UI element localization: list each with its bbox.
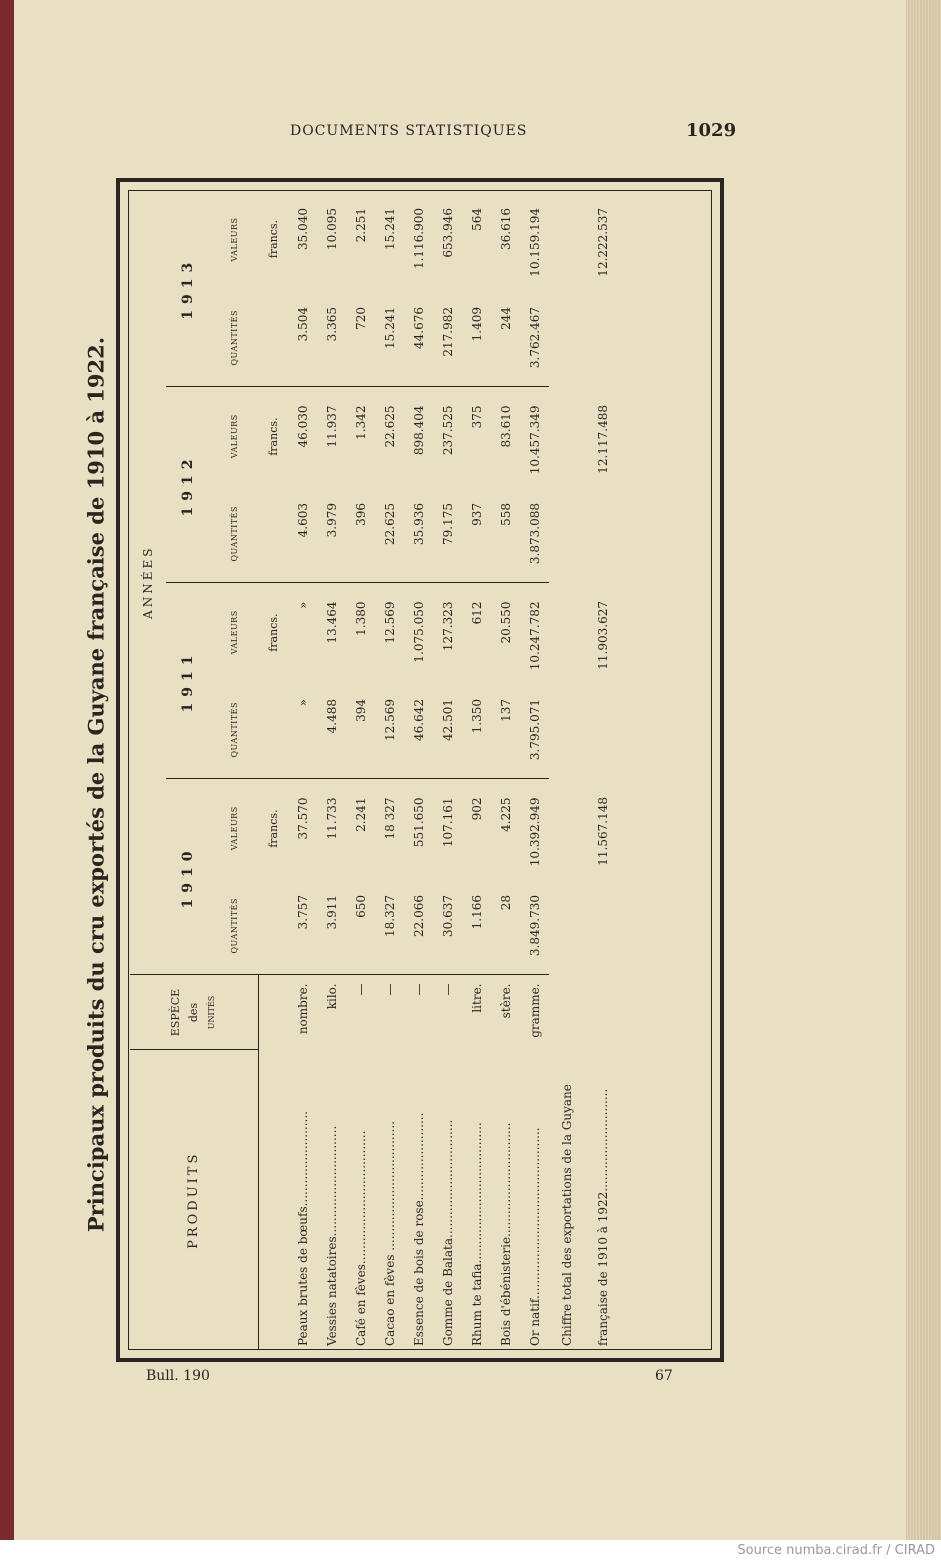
sub-quantites-1912: QUANTITÉS — [229, 506, 239, 562]
table-row — [520, 190, 549, 1350]
value-1912: 83.610 — [491, 387, 520, 485]
sub-quantites-1913: QUANTITÉS — [229, 310, 239, 366]
quantity-1911: 42.501 — [440, 699, 455, 741]
total-row-2 — [585, 190, 621, 1350]
product-unit: stère. — [491, 975, 520, 1050]
quantity-1912: 4.603 — [295, 503, 310, 538]
sub-valeurs-1911: VALEURS — [210, 583, 258, 681]
value-1911: 1.380 — [346, 583, 375, 681]
export-table — [130, 190, 621, 1350]
value-1913: 653.946 — [440, 207, 455, 258]
quantity-1912: 396 — [353, 503, 368, 526]
product-name: Gomme de Balata............................... — [440, 1119, 455, 1346]
year-1913: 1913 — [180, 256, 196, 320]
year-1910: 1910 — [166, 779, 210, 975]
product-name: Cacao en fèves .................................. — [382, 1121, 397, 1346]
total-1913: 12.222.537 — [596, 207, 610, 277]
quantity-1910: 3.757 — [295, 895, 310, 930]
product-unit: nombre. — [288, 975, 317, 1050]
product-unit: gramme. — [520, 975, 549, 1050]
table-row — [433, 190, 462, 1350]
quantity-1913: 44.676 — [411, 307, 426, 349]
product-name: Bois d'ébénisterie.............................. — [498, 1122, 513, 1346]
quantity-1912: 35.936 — [411, 503, 426, 545]
quantity-1910: 30.637 — [440, 895, 455, 937]
value-1912: 237.525 — [433, 387, 462, 485]
value-1913: 564 — [469, 207, 484, 231]
value-1911: 1.075.050 — [404, 583, 433, 681]
total-row-1 — [549, 190, 585, 1350]
quantity-1912: 3.873.088 — [527, 503, 542, 565]
header-espece — [130, 975, 258, 1050]
table-row — [375, 190, 404, 1350]
value-1910: 107.161 — [433, 779, 462, 877]
quantity-1911: 4.488 — [324, 699, 339, 734]
quantity-1913: 3.365 — [324, 307, 339, 342]
product-name: Essence de bois de rose....................... — [411, 1112, 426, 1346]
sub-quantites-1911: QUANTITÉS — [229, 702, 239, 758]
value-1912: 11.937 — [317, 387, 346, 485]
quantity-1913: 15.241 — [382, 307, 397, 349]
header-produits: PRODUITS — [130, 1050, 258, 1350]
header-unites-label: UNITÉS — [206, 995, 216, 1030]
francs-1913: francs. — [266, 219, 280, 259]
quantity-1911: » — [295, 699, 310, 707]
value-1912: 22.625 — [375, 387, 404, 485]
quantity-1911: 3.795.071 — [527, 699, 542, 761]
value-1912: 1.342 — [346, 387, 375, 485]
quantity-1911: 1.350 — [469, 699, 484, 734]
francs-1910: francs. — [258, 779, 288, 877]
product-name: Vessies natatoires............................. — [324, 1125, 339, 1346]
sub-valeurs-1910: VALEURS — [210, 779, 258, 877]
sub-valeurs-1913: VALEURS — [229, 217, 239, 262]
product-unit: litre. — [462, 975, 491, 1050]
value-1912: 10.457.349 — [520, 387, 549, 485]
value-1910: 902 — [462, 779, 491, 877]
product-unit: — — [346, 975, 375, 1050]
table-row — [462, 190, 491, 1350]
value-1913: 1.116.900 — [411, 207, 426, 270]
quantity-1911: 137 — [498, 699, 513, 722]
value-1911: » — [288, 583, 317, 681]
book-binding — [0, 0, 14, 1540]
quantity-1910: 650 — [353, 895, 368, 918]
quantity-1910: 28 — [498, 895, 513, 911]
page-number: 1029 — [686, 120, 737, 141]
quantity-1913: 3.762.467 — [527, 307, 542, 369]
value-1912: 898.404 — [404, 387, 433, 485]
footer-bulletin: Bull. 190 — [146, 1368, 210, 1384]
value-1910: 37.570 — [288, 779, 317, 877]
quantity-1912: 558 — [498, 503, 513, 526]
value-1910: 18 327 — [375, 779, 404, 877]
sub-valeurs-1912: VALEURS — [210, 387, 258, 485]
value-1911: 12.569 — [375, 583, 404, 681]
quantity-1910: 22.066 — [411, 895, 426, 937]
product-unit: — — [404, 975, 433, 1050]
header-annees: ANNÉES — [141, 545, 155, 619]
francs-1912: francs. — [258, 387, 288, 485]
total-label-1: Chiffre total des exportations de la Guyane — [560, 1084, 574, 1346]
total-1912: 12.117.488 — [596, 405, 610, 474]
product-name: Rhum te tafia..................................... — [469, 1122, 484, 1346]
value-1913: 15.241 — [382, 207, 397, 250]
quantity-1910: 18.327 — [382, 895, 397, 937]
total-label-2: française de 1910 à 1922........................... — [596, 1088, 610, 1346]
product-name: Café en fèves................................... — [353, 1130, 368, 1346]
source-credit: Source numba.cirad.fr / CIRAD — [737, 1543, 935, 1558]
table-row — [346, 190, 375, 1350]
value-1912: 375 — [462, 387, 491, 485]
value-1910: 2.241 — [346, 779, 375, 877]
total-1910: 11.567.148 — [596, 797, 610, 866]
value-1910: 4.225 — [491, 779, 520, 877]
quantity-1910: 3.849.730 — [527, 895, 542, 957]
table-row — [317, 190, 346, 1350]
header-des-label: des — [186, 1002, 200, 1023]
table-row — [404, 190, 433, 1350]
product-unit: — — [375, 975, 404, 1050]
page-edges — [906, 0, 941, 1540]
quantity-1912: 79.175 — [440, 503, 455, 545]
value-1913: 36.616 — [498, 207, 513, 250]
value-1910: 11.733 — [317, 779, 346, 877]
quantity-1913: 1.409 — [469, 307, 484, 342]
product-unit: — — [433, 975, 462, 1050]
value-1911: 127.323 — [433, 583, 462, 681]
francs-1911: francs. — [258, 583, 288, 681]
sub-quantites-1910: QUANTITÉS — [229, 898, 239, 954]
table-title: Principaux produits du cru exportés de la Guyane française de 1910 à 1922. — [83, 336, 109, 1233]
total-1911: 11.903.627 — [596, 601, 610, 670]
quantity-1913: 720 — [353, 307, 368, 330]
value-1911: 20.550 — [491, 583, 520, 681]
value-1911: 10.247.782 — [520, 583, 549, 681]
table-row — [288, 190, 317, 1350]
table-row — [491, 190, 520, 1350]
value-1913: 10.095 — [324, 207, 339, 250]
value-1910: 10.392.949 — [520, 779, 549, 877]
product-name: Peaux brutes de bœufs......................... — [295, 1111, 310, 1346]
product-unit: kilo. — [317, 975, 346, 1050]
value-1913: 10.159.194 — [527, 207, 542, 277]
quantity-1913: 3.504 — [295, 307, 310, 342]
running-head: DOCUMENTS STATISTIQUES — [290, 123, 528, 139]
header-espece-label: ESPÈCE — [168, 988, 182, 1037]
year-1911: 1911 — [166, 583, 210, 779]
quantity-1911: 394 — [353, 699, 368, 722]
quantity-1912: 22.625 — [382, 503, 397, 545]
value-1912: 46.030 — [288, 387, 317, 485]
value-1913: 2.251 — [353, 207, 368, 243]
value-1911: 13.464 — [317, 583, 346, 681]
quantity-1911: 12.569 — [382, 699, 397, 741]
product-name: Or natif............................................. — [527, 1127, 542, 1346]
quantity-1913: 217.982 — [440, 307, 455, 357]
year-1912: 1912 — [166, 387, 210, 583]
value-1910: 551.650 — [404, 779, 433, 877]
quantity-1913: 244 — [498, 307, 513, 330]
value-1911: 612 — [462, 583, 491, 681]
value-1913: 35.040 — [295, 207, 310, 250]
footer-signature: 67 — [655, 1368, 673, 1384]
quantity-1911: 46.642 — [411, 699, 426, 741]
quantity-1912: 3.979 — [324, 503, 339, 538]
quantity-1910: 1.166 — [469, 895, 484, 930]
quantity-1910: 3.911 — [324, 895, 339, 930]
quantity-1912: 937 — [469, 503, 484, 526]
rotated-table — [130, 190, 710, 1350]
